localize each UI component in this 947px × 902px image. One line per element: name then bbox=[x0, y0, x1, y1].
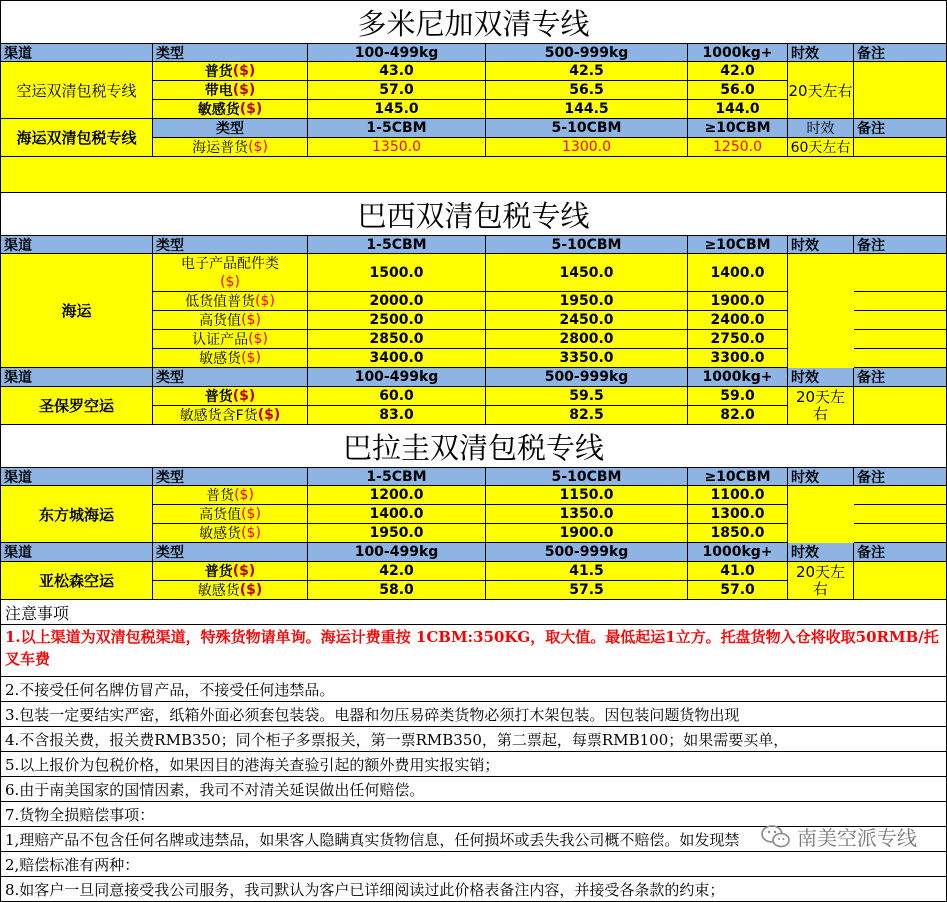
channel-dominica-air: 空运双清包税专线 bbox=[0, 62, 153, 119]
price-cell: 3350.0 bbox=[486, 349, 688, 368]
table-row bbox=[153, 138, 947, 157]
price-cell: 41.5 bbox=[486, 562, 688, 581]
note-6: 6.由于南美国家的国情因素，我司不对清关延误做出任何赔偿。 bbox=[0, 777, 947, 802]
header-row bbox=[0, 43, 947, 62]
header-type: 类型 bbox=[153, 235, 308, 254]
type-cell: 敏感货 ($) bbox=[153, 100, 308, 119]
header-channel: 渠道 bbox=[0, 543, 153, 562]
table-row bbox=[153, 254, 947, 292]
note-9: 2,赔偿标准有两种： bbox=[0, 852, 947, 877]
price-cell: 42.0 bbox=[308, 562, 486, 581]
header-col2: 5-10CBM bbox=[486, 119, 688, 138]
type-cell: 低货值普货 ($) bbox=[153, 292, 308, 311]
header-col1: 100-499kg bbox=[308, 43, 486, 62]
header-time: 时效 bbox=[788, 543, 854, 562]
header-col1: 100-499kg bbox=[308, 543, 486, 562]
header-type: 类型 bbox=[153, 467, 308, 486]
type-cell: 普货 ($) bbox=[153, 486, 308, 505]
header-channel: 渠道 bbox=[0, 235, 153, 254]
header-time: 时效 bbox=[788, 119, 854, 138]
price-cell: 1450.0 bbox=[486, 254, 688, 292]
price-cell: 1150.0 bbox=[486, 486, 688, 505]
type-cell: 敏感货 ($) bbox=[153, 524, 308, 543]
type-cell: 海运普货 ($) bbox=[153, 138, 308, 157]
header-channel: 渠道 bbox=[0, 43, 153, 62]
time-dominica-air: 20天左右 bbox=[788, 62, 854, 119]
price-cell: 56.5 bbox=[486, 81, 688, 100]
type-cell: 电子产品配件类 ($) bbox=[153, 254, 308, 292]
remark-dominica-air bbox=[854, 62, 947, 119]
price-cell: 57.5 bbox=[486, 581, 688, 600]
header-remark: 备注 bbox=[854, 119, 947, 138]
type-cell: 敏感货 ($) bbox=[153, 349, 308, 368]
table-row bbox=[153, 100, 788, 119]
header-time: 时效 bbox=[788, 43, 854, 62]
type-cell: 敏感货 ($) bbox=[153, 581, 308, 600]
header-col2: 500-999kg bbox=[486, 543, 688, 562]
price-cell: 1300.0 bbox=[486, 138, 688, 157]
header-col3: 1000kg+ bbox=[688, 543, 788, 562]
header-col3: ≥10CBM bbox=[688, 235, 788, 254]
header-col3: 1000kg+ bbox=[688, 368, 788, 387]
price-cell: 1850.0 bbox=[688, 524, 788, 543]
header-col2: 500-999kg bbox=[486, 368, 688, 387]
remark-cell bbox=[854, 349, 947, 368]
time-cell: 60天左右 bbox=[788, 138, 854, 157]
remark-paraguay-air bbox=[854, 562, 947, 600]
header-remark: 备注 bbox=[854, 543, 947, 562]
header-remark: 备注 bbox=[854, 467, 947, 486]
channel-paraguay-sea: 东方城海运 bbox=[0, 486, 153, 543]
type-cell: 普货 ($) bbox=[153, 387, 308, 406]
price-cell: 3300.0 bbox=[688, 349, 788, 368]
header-row bbox=[0, 467, 947, 486]
table-row bbox=[153, 387, 788, 406]
remark-cell bbox=[854, 486, 947, 505]
time-brazil-air: 20天左右 bbox=[788, 387, 854, 425]
price-cell: 41.0 bbox=[688, 562, 788, 581]
table-row bbox=[153, 524, 947, 543]
note-8: 1,理赔产品不包含任何名牌或违禁品，如果客人隐瞒真实货物信息，任何损坏或丢失我公司概不赔偿。如发现禁 bbox=[0, 827, 947, 852]
notes-heading: 注意事项 bbox=[0, 600, 947, 625]
header-row bbox=[0, 368, 947, 387]
type-cell: 高货值 ($) bbox=[153, 505, 308, 524]
price-cell: 60.0 bbox=[308, 387, 486, 406]
price-cell: 58.0 bbox=[308, 581, 486, 600]
header-col1: 1-5CBM bbox=[308, 119, 486, 138]
note-1: 1.以上渠道为双清包税渠道，特殊货物请单询。海运计费重按 1CBM:350KG，取大值。最低起运1立方。托盘货物入仓将收取50RMB/托叉车费 bbox=[0, 625, 947, 677]
price-cell: 59.5 bbox=[486, 387, 688, 406]
section-title-brazil: 巴西双清包税专线 bbox=[0, 193, 947, 235]
price-cell: 3400.0 bbox=[308, 349, 486, 368]
remark-cell bbox=[854, 311, 947, 330]
price-cell: 1500.0 bbox=[308, 254, 486, 292]
price-cell: 1400.0 bbox=[308, 505, 486, 524]
table-row bbox=[153, 62, 788, 81]
channel-paraguay-air: 亚松森空运 bbox=[0, 562, 153, 600]
price-cell: 2450.0 bbox=[486, 311, 688, 330]
note-2: 2.不接受任何名牌仿冒产品，不接受任何违禁品。 bbox=[0, 677, 947, 702]
price-cell: 2850.0 bbox=[308, 330, 486, 349]
price-cell: 59.0 bbox=[688, 387, 788, 406]
note-10: 8.如客户一旦同意接受我公司服务，我司默认为客户已详细阅读过此价格表备注内容，并接受各条款的约束； bbox=[0, 877, 947, 902]
channel-brazil-air: 圣保罗空运 bbox=[0, 387, 153, 425]
watermark: 南美空派专线 bbox=[761, 822, 917, 851]
price-cell: 144.5 bbox=[486, 100, 688, 119]
remark-cell bbox=[854, 524, 947, 543]
header-time: 时效 bbox=[788, 467, 854, 486]
type-cell: 认证产品 ($) bbox=[153, 330, 308, 349]
header-remark: 备注 bbox=[854, 43, 947, 62]
remark-cell bbox=[854, 138, 947, 157]
header-time: 时效 bbox=[788, 235, 854, 254]
price-cell: 1900.0 bbox=[486, 524, 688, 543]
price-cell: 1950.0 bbox=[486, 292, 688, 311]
header-row bbox=[0, 543, 947, 562]
remark-cell bbox=[854, 505, 947, 524]
channel-dominica-sea: 海运双清包税专线 bbox=[0, 119, 153, 157]
table-row bbox=[153, 406, 788, 425]
price-cell: 43.0 bbox=[308, 62, 486, 81]
price-cell: 82.0 bbox=[688, 406, 788, 425]
section-title-dominica: 多米尼加双清专线 bbox=[0, 0, 947, 43]
price-cell: 57.0 bbox=[308, 81, 486, 100]
price-cell: 83.0 bbox=[308, 406, 486, 425]
remark-cell bbox=[854, 330, 947, 349]
remark-cell bbox=[854, 254, 947, 292]
header-type: 类型 bbox=[153, 43, 308, 62]
header-remark: 备注 bbox=[854, 368, 947, 387]
header-col2: 5-10CBM bbox=[486, 235, 688, 254]
header-col3: ≥10CBM bbox=[688, 467, 788, 486]
price-cell: 2400.0 bbox=[688, 311, 788, 330]
header-col3: ≥10CBM bbox=[688, 119, 788, 138]
section-title-paraguay: 巴拉圭双清包税专线 bbox=[0, 425, 947, 467]
type-cell: 敏感货含F货 ($) bbox=[153, 406, 308, 425]
note-5: 5.以上报价为包税价格，如果因目的港海关查验引起的额外费用实报实销； bbox=[0, 752, 947, 777]
header-type: 类型 bbox=[153, 119, 308, 138]
price-cell: 1350.0 bbox=[486, 505, 688, 524]
table-row bbox=[153, 486, 947, 505]
price-cell: 57.0 bbox=[688, 581, 788, 600]
channel-brazil-sea: 海运 bbox=[0, 254, 153, 368]
price-cell: 2800.0 bbox=[486, 330, 688, 349]
header-type: 类型 bbox=[153, 368, 308, 387]
header-row bbox=[153, 119, 947, 138]
header-type: 类型 bbox=[153, 543, 308, 562]
table-row bbox=[153, 505, 947, 524]
table-row bbox=[153, 81, 788, 100]
header-remark: 备注 bbox=[854, 235, 947, 254]
price-cell: 56.0 bbox=[688, 81, 788, 100]
price-cell: 1250.0 bbox=[688, 138, 788, 157]
price-cell: 145.0 bbox=[308, 100, 486, 119]
price-cell: 2750.0 bbox=[688, 330, 788, 349]
table-row bbox=[153, 581, 788, 600]
price-cell: 1200.0 bbox=[308, 486, 486, 505]
wechat-icon bbox=[761, 824, 791, 850]
header-channel: 渠道 bbox=[0, 368, 153, 387]
price-cell: 42.5 bbox=[486, 62, 688, 81]
type-cell: 高货值 ($) bbox=[153, 311, 308, 330]
type-cell: 带电 ($) bbox=[153, 81, 308, 100]
table-row bbox=[153, 292, 947, 311]
remark-brazil-air bbox=[854, 387, 947, 425]
remark-cell bbox=[854, 292, 947, 311]
header-channel: 渠道 bbox=[0, 467, 153, 486]
header-col1: 1-5CBM bbox=[308, 467, 486, 486]
header-col3: 1000kg+ bbox=[688, 43, 788, 62]
price-cell: 2000.0 bbox=[308, 292, 486, 311]
header-row bbox=[0, 235, 947, 254]
note-3: 3.包装一定要结实严密，纸箱外面必须套包装袋。电器和勿压易碎类货物必须打木架包装。因包装问题货物出现 bbox=[0, 702, 947, 727]
header-col2: 500-999kg bbox=[486, 43, 688, 62]
header-time: 时效 bbox=[788, 368, 854, 387]
header-col1: 100-499kg bbox=[308, 368, 486, 387]
price-cell: 82.5 bbox=[486, 406, 688, 425]
price-cell: 42.0 bbox=[688, 62, 788, 81]
note-4: 4.不含报关费，报关费RMB350；同个柜子多票报关，第一票RMB350，第二票起，每票RMB100；如果需要买单， bbox=[0, 727, 947, 752]
blank-row bbox=[0, 157, 947, 193]
table-row bbox=[153, 330, 947, 349]
price-cell: 1100.0 bbox=[688, 486, 788, 505]
table-row bbox=[153, 311, 947, 330]
price-cell: 1900.0 bbox=[688, 292, 788, 311]
table-row bbox=[153, 562, 788, 581]
header-col1: 1-5CBM bbox=[308, 235, 486, 254]
type-cell: 普货 ($) bbox=[153, 562, 308, 581]
time-paraguay-air: 20天左右 bbox=[788, 562, 854, 600]
price-cell: 2500.0 bbox=[308, 311, 486, 330]
price-cell: 1400.0 bbox=[688, 254, 788, 292]
price-cell: 1950.0 bbox=[308, 524, 486, 543]
header-col2: 5-10CBM bbox=[486, 467, 688, 486]
table-row bbox=[153, 349, 947, 368]
price-cell: 144.0 bbox=[688, 100, 788, 119]
price-cell: 1300.0 bbox=[688, 505, 788, 524]
price-cell: 1350.0 bbox=[308, 138, 486, 157]
type-cell: 普货 ($) bbox=[153, 62, 308, 81]
note-7: 7.货物全损赔偿事项： bbox=[0, 802, 947, 827]
